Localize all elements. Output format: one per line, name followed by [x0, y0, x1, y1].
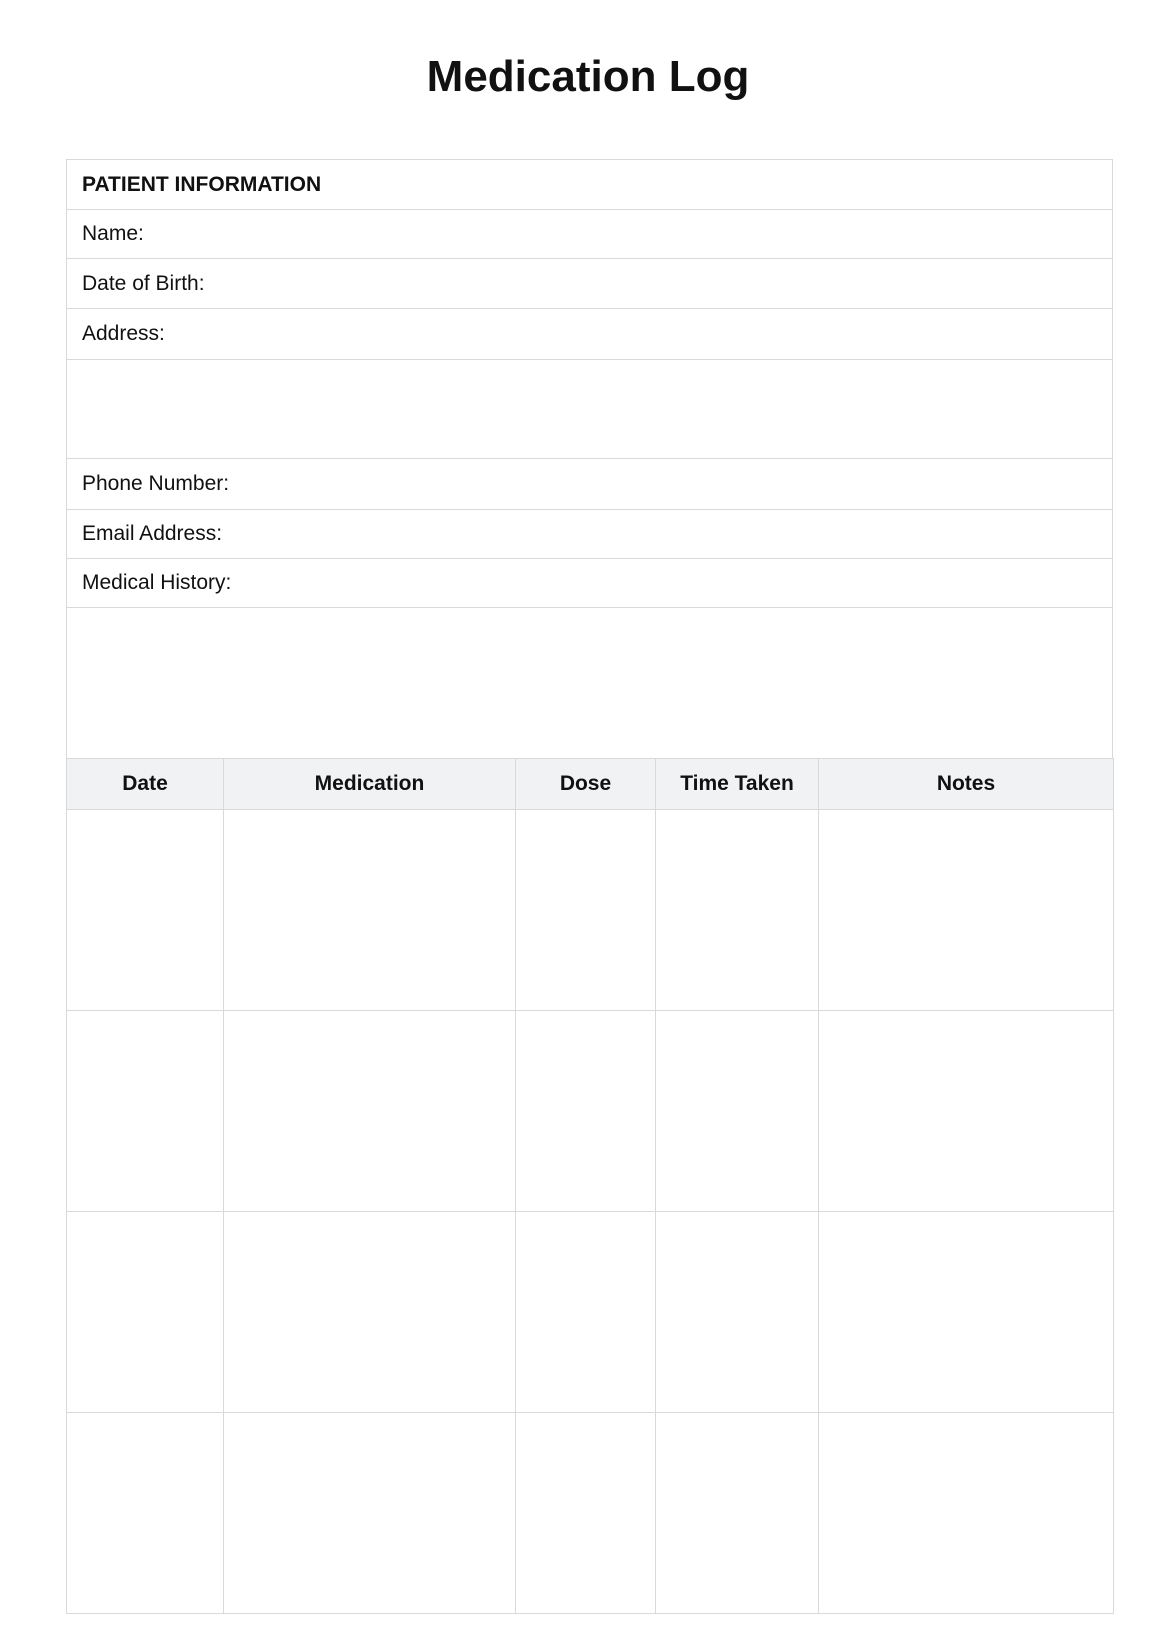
dose-cell[interactable]: [516, 1413, 656, 1614]
time-taken-cell[interactable]: [656, 1413, 819, 1614]
email-address-label: Email Address:: [82, 522, 223, 545]
table-row: [67, 1011, 1114, 1212]
column-header-dose: Dose: [516, 759, 656, 810]
phone-number-label: Phone Number:: [82, 472, 230, 495]
notes-cell[interactable]: [819, 1212, 1114, 1413]
notes-cell[interactable]: [819, 1413, 1114, 1614]
table-row: [67, 1413, 1114, 1614]
dose-cell[interactable]: [516, 1011, 656, 1212]
date-cell[interactable]: [67, 1413, 224, 1614]
address-field[interactable]: [67, 309, 1112, 360]
notes-cell[interactable]: [819, 810, 1114, 1011]
medication-cell[interactable]: [224, 1011, 516, 1212]
column-header-medication: Medication: [224, 759, 516, 810]
column-header-time-taken: Time Taken: [656, 759, 819, 810]
medication-log-table: [66, 758, 1114, 1614]
notes-cell[interactable]: [819, 1011, 1114, 1212]
date-cell[interactable]: [67, 1212, 224, 1413]
medical-history-blank-area[interactable]: [67, 608, 1112, 759]
date-cell[interactable]: [67, 1011, 224, 1212]
time-taken-cell[interactable]: [656, 1011, 819, 1212]
column-header-notes: Notes: [819, 759, 1114, 810]
name-field[interactable]: [67, 210, 1112, 259]
table-row: [67, 1212, 1114, 1413]
email-address-field[interactable]: [67, 510, 1112, 559]
address-blank-area[interactable]: [67, 360, 1112, 459]
table-header-row: [67, 759, 1114, 810]
column-header-date: Date: [67, 759, 224, 810]
time-taken-cell[interactable]: [656, 1212, 819, 1413]
phone-number-field[interactable]: [67, 459, 1112, 510]
medical-history-label: Medical History:: [82, 571, 232, 594]
date-of-birth-field[interactable]: [67, 259, 1112, 309]
medication-cell[interactable]: [224, 810, 516, 1011]
name-label: Name:: [82, 222, 144, 245]
date-of-birth-label: Date of Birth:: [82, 271, 205, 295]
medication-cell[interactable]: [224, 1413, 516, 1614]
dose-cell[interactable]: [516, 1212, 656, 1413]
medication-cell[interactable]: [224, 1212, 516, 1413]
dose-cell[interactable]: [516, 810, 656, 1011]
table-row: [67, 810, 1114, 1011]
address-label: Address:: [82, 322, 165, 345]
time-taken-cell[interactable]: [656, 810, 819, 1011]
patient-information-header: PATIENT INFORMATION: [67, 160, 1112, 210]
date-cell[interactable]: [67, 810, 224, 1011]
patient-information-table: [66, 159, 1113, 759]
medical-history-field[interactable]: [67, 559, 1112, 608]
page-title: Medication Log: [426, 52, 750, 101]
